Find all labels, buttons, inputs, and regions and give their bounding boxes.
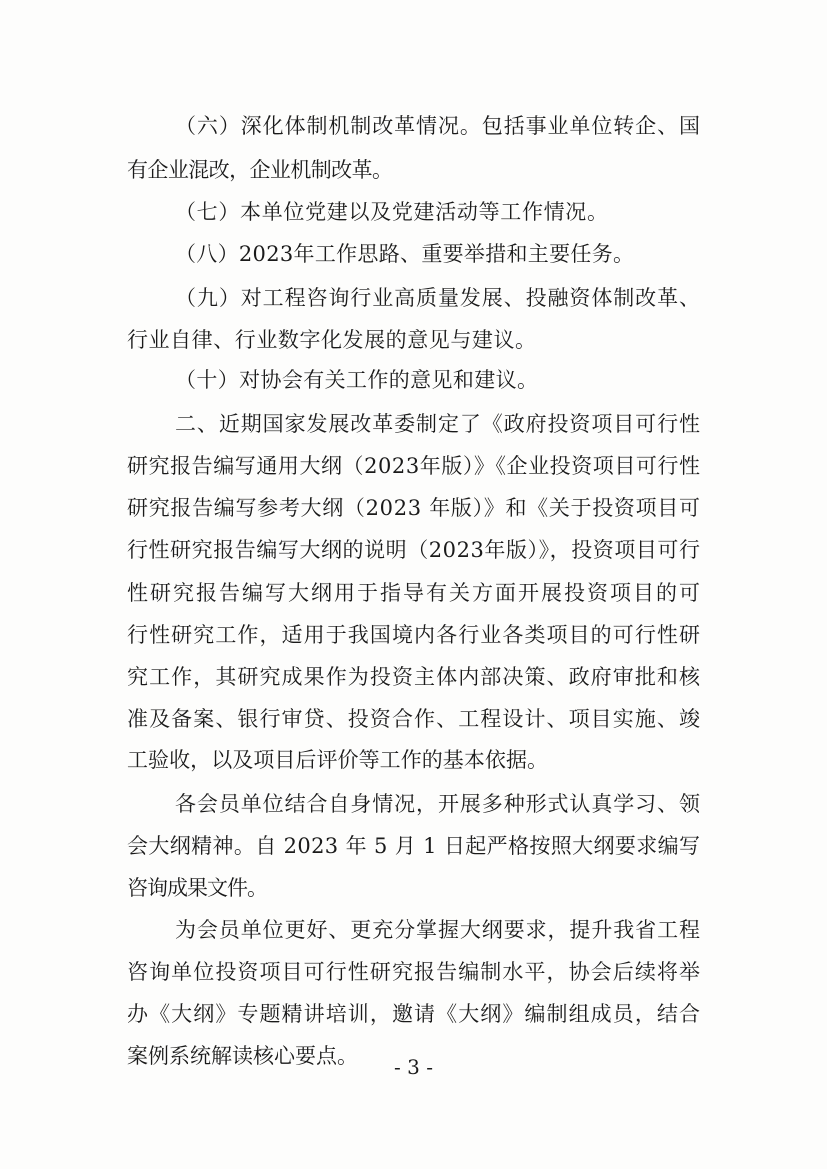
text-line-23: 案例系统解读核心要点。 (127, 1044, 358, 1068)
text-line-10: 研究报告编写参考大纲（2023 年版）》和《关于投资项目可 (127, 496, 701, 520)
text-line-15: 准及备案、银行审贷、投资合作、工程设计、项目实施、竣 (127, 707, 702, 731)
text-line-14: 究工作，其研究成果作为投资主体内部决策、政府审批和核 (127, 665, 702, 689)
text-line-22: 办《大纲》专题精讲培训，邀请《大纲》编制组成员，结合 (127, 1002, 702, 1026)
text-line-5: （九）对工程咨询行业高质量发展、投融资体制改革、 (175, 286, 701, 310)
text-line-17: 各会员单位结合自身情况，开展多种形式认真学习、领 (175, 792, 701, 816)
text-line-12: 性研究报告编写大纲用于指导有关方面开展投资项目的可 (127, 581, 702, 605)
text-line-2: 有企业混改，企业机制改革。 (127, 158, 393, 182)
text-line-6: 行业自律、行业数字化发展的意见与建议。 (127, 328, 537, 352)
text-line-9: 研究报告编写通用大纲（2023年版）》《企业投资项目可行性 (127, 454, 701, 478)
text-line-1: （六）深化体制机制改革情况。包括事业单位转企、国 (175, 114, 701, 138)
text-line-3: （七）本单位党建以及党建活动等工作情况。 (175, 200, 609, 224)
text-line-16: 工验收，以及项目后评价等工作的基本依据。 (127, 748, 549, 772)
text-line-19: 咨询成果文件。 (127, 876, 267, 900)
text-line-18: 会大纲精神。自 2023 年 5 月 1 日起严格按照大纲要求编写 (127, 834, 701, 858)
text-line-11: 行性研究报告编写大纲的说明（2023年版）》，投资项目可行 (127, 538, 701, 562)
text-line-20: 为会员单位更好、更充分掌握大纲要求，提升我省工程 (175, 918, 701, 942)
text-line-21: 咨询单位投资项目可行性研究报告编制水平，协会后续将举 (127, 960, 702, 984)
text-line-13: 行性研究工作，适用于我国境内各行业各类项目的可行性研 (127, 623, 702, 647)
text-line-8: 二、近期国家发展改革委制定了《政府投资项目可行性 (175, 412, 701, 436)
text-line-7: （十）对协会有关工作的意见和建议。 (175, 368, 539, 392)
page-number: - 3 - (394, 1055, 433, 1079)
text-line-4: （八）2023年工作思路、重要举措和主要任务。 (175, 242, 635, 266)
